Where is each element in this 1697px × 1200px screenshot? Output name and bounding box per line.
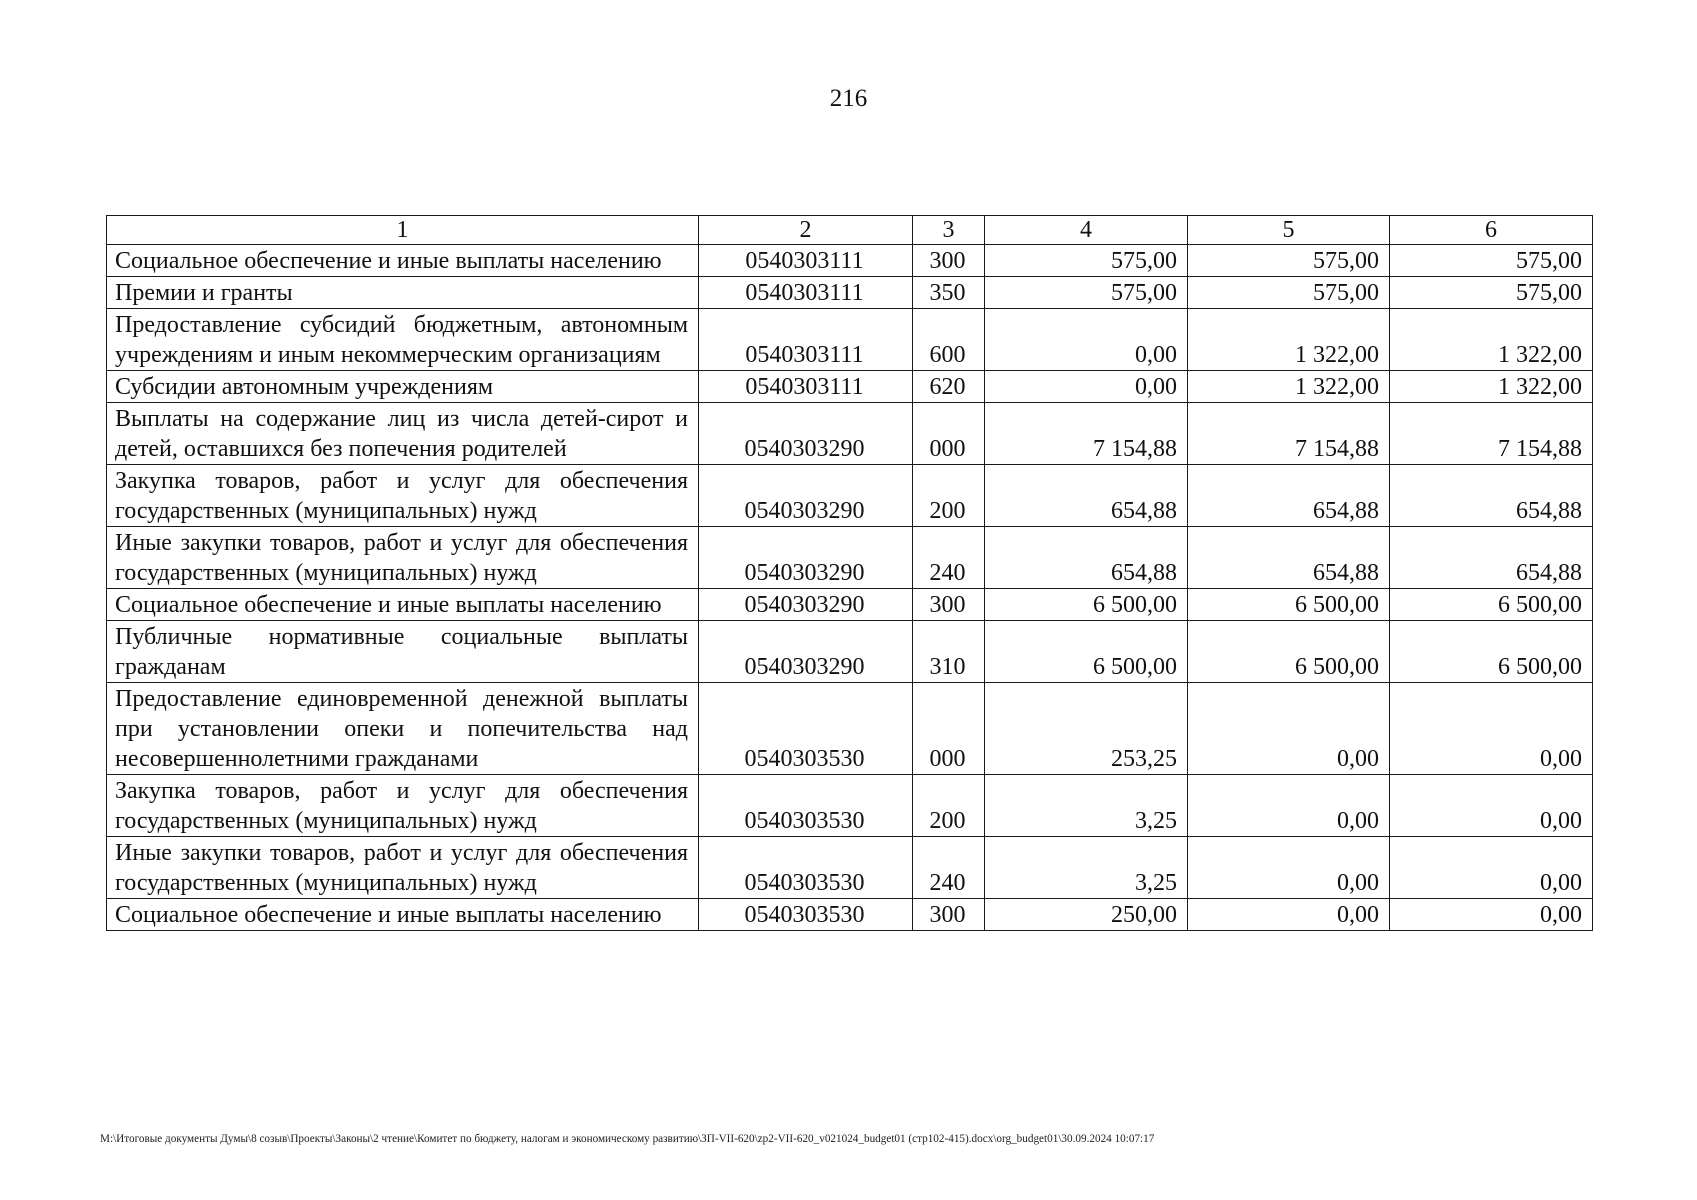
table-row xyxy=(107,621,1593,683)
row-name: Закупка товаров, работ и услуг для обеспечения государственных (муниципальных) нужд xyxy=(107,465,699,527)
row-name: Социальное обеспечение и иные выплаты населению xyxy=(107,589,699,621)
table-row xyxy=(107,277,1593,309)
column-header: 5 xyxy=(1188,216,1390,245)
row-value-5: 6 500,00 xyxy=(1188,621,1390,683)
row-value-4: 575,00 xyxy=(985,245,1188,277)
row-name: Субсидии автономным учреждениям xyxy=(107,371,699,403)
table-row xyxy=(107,403,1593,465)
row-value-5: 1 322,00 xyxy=(1188,371,1390,403)
row-value-4: 654,88 xyxy=(985,527,1188,589)
row-name: Социальное обеспечение и иные выплаты населению xyxy=(107,899,699,931)
row-name: Предоставление единовременной денежной выплаты при установлении опеки и попечительства над несовершеннолетними гражданами xyxy=(107,683,699,775)
row-expense-type: 000 xyxy=(913,683,985,775)
row-target-code: 0540303111 xyxy=(699,277,913,309)
row-value-6: 0,00 xyxy=(1390,837,1593,899)
row-expense-type: 240 xyxy=(913,527,985,589)
row-value-4: 575,00 xyxy=(985,277,1188,309)
row-value-4: 654,88 xyxy=(985,465,1188,527)
row-value-5: 0,00 xyxy=(1188,775,1390,837)
row-value-5: 575,00 xyxy=(1188,245,1390,277)
row-value-5: 0,00 xyxy=(1188,899,1390,931)
row-value-6: 1 322,00 xyxy=(1390,371,1593,403)
row-name: Иные закупки товаров, работ и услуг для обеспечения государственных (муниципальных) нужд xyxy=(107,527,699,589)
row-expense-type: 200 xyxy=(913,465,985,527)
row-value-4: 3,25 xyxy=(985,837,1188,899)
row-value-4: 7 154,88 xyxy=(985,403,1188,465)
row-value-6: 575,00 xyxy=(1390,277,1593,309)
row-value-4: 6 500,00 xyxy=(985,621,1188,683)
row-value-5: 0,00 xyxy=(1188,837,1390,899)
row-name: Публичные нормативные социальные выплаты гражданам xyxy=(107,621,699,683)
document-path-footer: M:\Итоговые документы Думы\8 созыв\Проекты\Законы\2 чтение\Комитет по бюджету, налогам и экономическому развитию\ЗП-VII-620\zp2-VII-620_v021024_budget01 (стр102-415).docx\org_budget01\30.09.2024 10:07:17 xyxy=(100,1133,1155,1145)
table-row xyxy=(107,245,1593,277)
row-target-code: 0540303530 xyxy=(699,683,913,775)
row-value-6: 7 154,88 xyxy=(1390,403,1593,465)
row-value-6: 654,88 xyxy=(1390,527,1593,589)
row-target-code: 0540303290 xyxy=(699,527,913,589)
row-expense-type: 310 xyxy=(913,621,985,683)
row-target-code: 0540303290 xyxy=(699,621,913,683)
row-target-code: 0540303530 xyxy=(699,899,913,931)
row-expense-type: 200 xyxy=(913,775,985,837)
row-expense-type: 300 xyxy=(913,899,985,931)
row-value-4: 3,25 xyxy=(985,775,1188,837)
row-target-code: 0540303290 xyxy=(699,403,913,465)
row-value-5: 0,00 xyxy=(1188,683,1390,775)
row-value-6: 0,00 xyxy=(1390,899,1593,931)
row-value-6: 0,00 xyxy=(1390,775,1593,837)
row-value-5: 575,00 xyxy=(1188,277,1390,309)
column-header: 3 xyxy=(913,216,985,245)
budget-table xyxy=(106,215,1593,931)
row-target-code: 0540303290 xyxy=(699,465,913,527)
row-value-6: 654,88 xyxy=(1390,465,1593,527)
row-value-5: 654,88 xyxy=(1188,527,1390,589)
row-value-5: 7 154,88 xyxy=(1188,403,1390,465)
row-expense-type: 240 xyxy=(913,837,985,899)
row-name: Социальное обеспечение и иные выплаты населению xyxy=(107,245,699,277)
row-target-code: 0540303530 xyxy=(699,837,913,899)
table-row xyxy=(107,465,1593,527)
row-name: Выплаты на содержание лиц из числа детей-сирот и детей, оставшихся без попечения родителей xyxy=(107,403,699,465)
table-row xyxy=(107,899,1593,931)
row-target-code: 0540303530 xyxy=(699,775,913,837)
table-header-row xyxy=(107,216,1593,245)
row-value-5: 6 500,00 xyxy=(1188,589,1390,621)
row-target-code: 0540303290 xyxy=(699,589,913,621)
page-number: 216 xyxy=(829,85,868,112)
table-row xyxy=(107,683,1593,775)
row-value-4: 0,00 xyxy=(985,371,1188,403)
row-target-code: 0540303111 xyxy=(699,245,913,277)
column-header: 4 xyxy=(985,216,1188,245)
row-name: Премии и гранты xyxy=(107,277,699,309)
row-value-5: 1 322,00 xyxy=(1188,309,1390,371)
row-value-4: 253,25 xyxy=(985,683,1188,775)
row-value-5: 654,88 xyxy=(1188,465,1390,527)
row-value-4: 250,00 xyxy=(985,899,1188,931)
table-row xyxy=(107,837,1593,899)
column-header: 1 xyxy=(107,216,699,245)
row-expense-type: 000 xyxy=(913,403,985,465)
row-value-4: 0,00 xyxy=(985,309,1188,371)
row-expense-type: 300 xyxy=(913,245,985,277)
row-expense-type: 620 xyxy=(913,371,985,403)
row-value-4: 6 500,00 xyxy=(985,589,1188,621)
table-row xyxy=(107,371,1593,403)
row-expense-type: 300 xyxy=(913,589,985,621)
row-expense-type: 600 xyxy=(913,309,985,371)
row-name: Закупка товаров, работ и услуг для обеспечения государственных (муниципальных) нужд xyxy=(107,775,699,837)
column-header: 2 xyxy=(699,216,913,245)
row-target-code: 0540303111 xyxy=(699,309,913,371)
column-header: 6 xyxy=(1390,216,1593,245)
row-value-6: 0,00 xyxy=(1390,683,1593,775)
row-value-6: 6 500,00 xyxy=(1390,621,1593,683)
row-name: Предоставление субсидий бюджетным, автономным учреждениям и иным некоммерческим организациям xyxy=(107,309,699,371)
row-target-code: 0540303111 xyxy=(699,371,913,403)
row-value-6: 6 500,00 xyxy=(1390,589,1593,621)
row-expense-type: 350 xyxy=(913,277,985,309)
table-row xyxy=(107,589,1593,621)
row-name: Иные закупки товаров, работ и услуг для обеспечения государственных (муниципальных) нужд xyxy=(107,837,699,899)
row-value-6: 575,00 xyxy=(1390,245,1593,277)
table-row xyxy=(107,527,1593,589)
table-row xyxy=(107,775,1593,837)
table-row xyxy=(107,309,1593,371)
row-value-6: 1 322,00 xyxy=(1390,309,1593,371)
